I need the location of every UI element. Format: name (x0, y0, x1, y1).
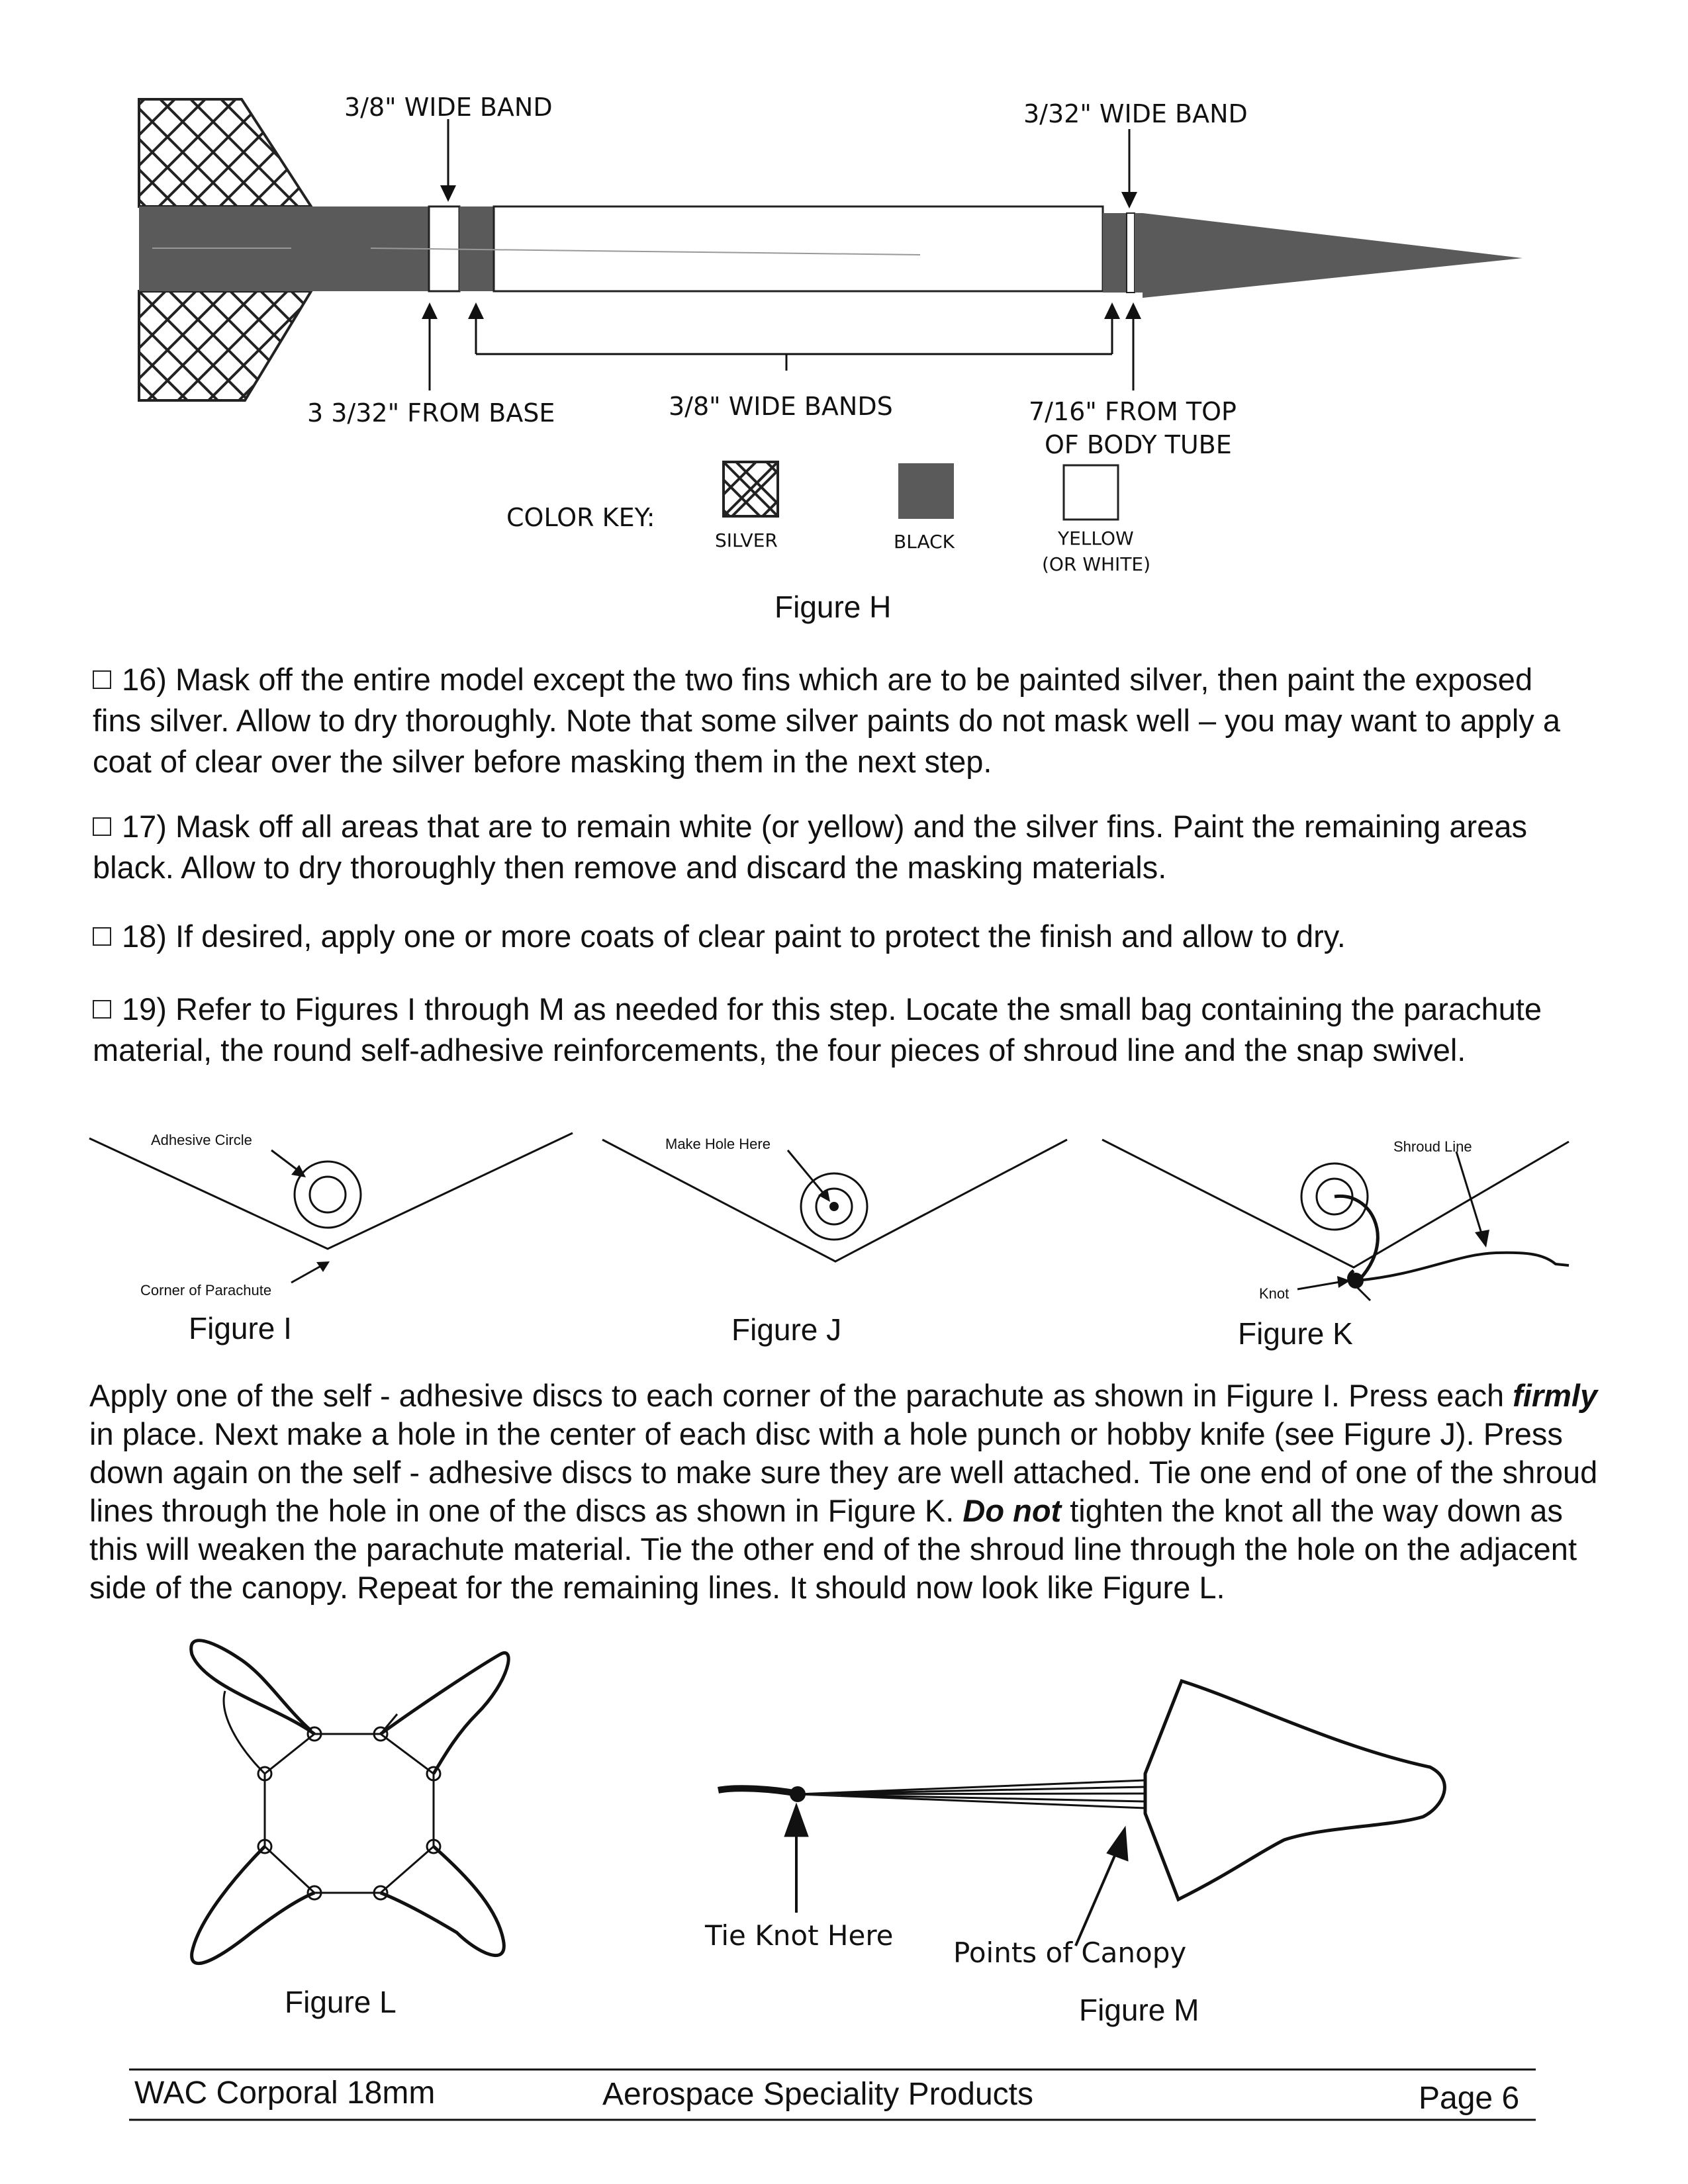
figure-j-drawing (602, 1140, 1067, 1261)
color-key-label: COLOR KEY: (506, 503, 655, 532)
figure-l-drawing (191, 1641, 508, 1964)
step-19: 19) Refer to Figures I through M as needed for this step. Locate the small bag containing the parachute material, the round self-adhesive reinforcements, the four pieces of shroud line and the snap swivel. (93, 991, 1542, 1068)
caption-figure-l: Figure L (285, 1985, 397, 2019)
footer-company: Aerospace Speciality Products (602, 2077, 1033, 2112)
label-bands: 3/8" WIDE BANDS (669, 392, 893, 421)
label-points-of-canopy: Points of Canopy (953, 1936, 1187, 1969)
key-black: BLACK (894, 531, 955, 553)
footer-page-number: Page 6 (1419, 2081, 1520, 2116)
label-tie-knot: Tie Knot Here (705, 1919, 894, 1952)
caption-figure-m: Figure M (1079, 1993, 1199, 2027)
key-silver: SILVER (715, 529, 778, 551)
label-band-332: 3/32" WIDE BAND (1023, 99, 1248, 128)
label-corner-of-parachute: Corner of Parachute (140, 1282, 272, 1298)
figure-m-drawing (718, 1681, 1444, 1946)
label-adhesive-circle: Adhesive Circle (151, 1132, 252, 1148)
caption-figure-i: Figure I (189, 1311, 292, 1345)
caption-figure-j: Figure J (731, 1312, 842, 1347)
key-yellow-note: (OR WHITE) (1042, 553, 1151, 575)
label-from-top-1: 7/16" FROM TOP (1029, 397, 1237, 426)
caption-figure-h: Figure H (774, 590, 892, 624)
step-18: 18) If desired, apply one or more coats of clear paint to protect the finish and allow to dry. (93, 916, 1589, 957)
footer-title: WAC Corporal 18mm (134, 2075, 436, 2111)
step-17: 17) Mask off all areas that are to remain white (or yellow) and the silver fins. Paint the remaining areas black. Allow to dry thoroughly then remove and discard the masking materials. (93, 809, 1527, 885)
emphasis-do-not: Do not (962, 1493, 1062, 1528)
step-16: 16) Mask off the entire model except the two fins which are to be painted silver, then paint the exposed fins silver. Allow to dry thoroughly. Note that some silver paints do not mask well – you may want to apply a coat of clear over the silver before masking them in the next step. (93, 662, 1561, 779)
figure-k-drawing (1102, 1140, 1569, 1300)
caption-figure-k: Figure K (1238, 1316, 1353, 1351)
label-knot: Knot (1259, 1285, 1289, 1302)
figure-i-drawing (89, 1133, 573, 1283)
label-shroud-line: Shroud Line (1393, 1138, 1472, 1155)
label-make-hole: Make Hole Here (665, 1136, 771, 1152)
emphasis-firmly: firmly (1513, 1378, 1598, 1413)
key-yellow: YELLOW (1058, 527, 1134, 549)
label-from-top-2: OF BODY TUBE (1045, 430, 1232, 459)
label-from-base: 3 3/32" FROM BASE (307, 398, 555, 428)
instructions-paragraph: Apply one of the self - adhesive discs to each corner of the parachute as shown in Figure I. Press each firmly in place. Next make a hole in the center of each disc with a hole punch or hobby knife (see Figure J). Press down again on the self - adhesive discs to make sure they are well attached. Tie one end of one of the shroud lines through the hole in one of the discs as shown in Figure K. Do not tighten the knot all the way down as this will weaken the parachute material. Tie the other end of the shroud line through the hole on the adjacent side of the canopy. Repeat for the remaining lines. It should now look like Figure L. (89, 1378, 1598, 1605)
label-band-38: 3/8" WIDE BAND (344, 93, 553, 122)
